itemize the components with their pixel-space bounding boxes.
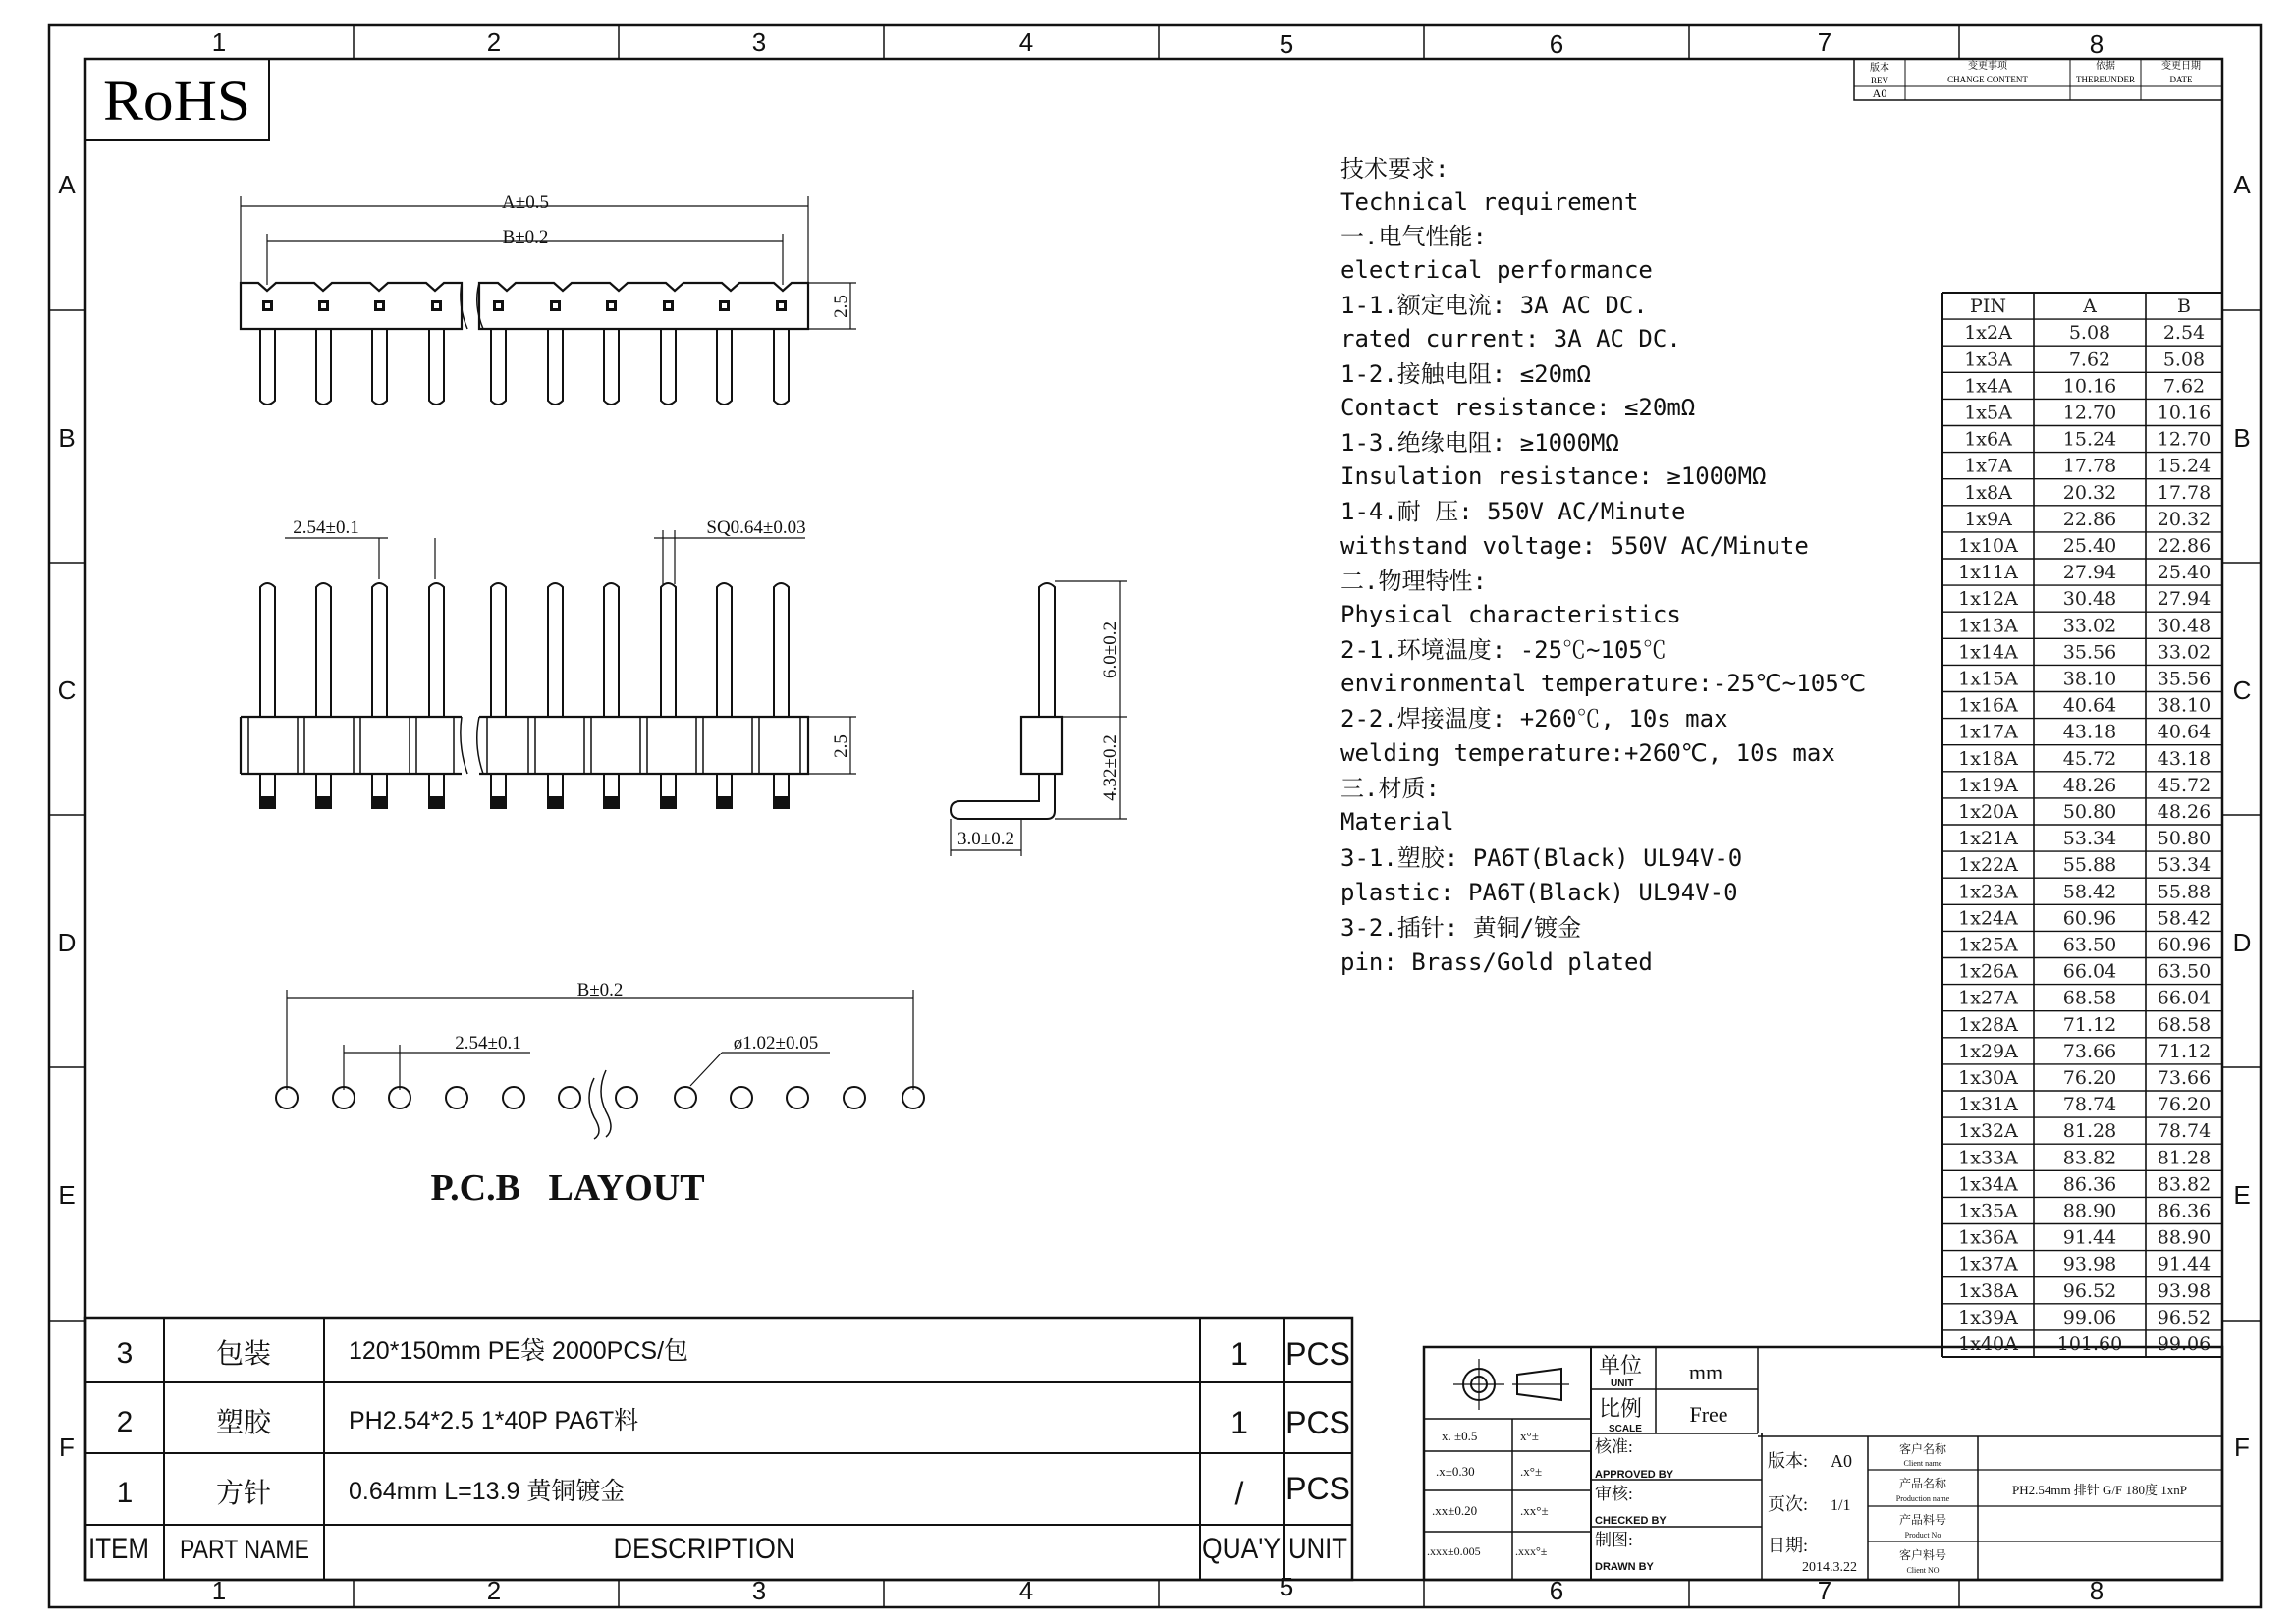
pin-table-cell: 68.58 (2157, 1013, 2212, 1036)
pin-table-cell: 99.06 (2157, 1333, 2212, 1355)
col-label: 1 (211, 1576, 227, 1605)
pin-table-cell: 96.52 (2062, 1279, 2117, 1302)
req-line: 三.材质: (1340, 775, 1440, 802)
pin-table-cell: 78.74 (2157, 1120, 2212, 1143)
bom-desc: PH2.54*2.5 1*40P PA6T料 (349, 1407, 639, 1434)
svg-text:日期:: 日期: (1768, 1536, 1809, 1555)
bom-part: 塑胶 (215, 1408, 272, 1438)
pcb-title: P.C.B LAYOUT (430, 1167, 705, 1209)
date-value: 2014.3.22 (1802, 1560, 1857, 1575)
svg-text:.xx±0.20: .xx±0.20 (1432, 1503, 1478, 1518)
col-label: 4 (1018, 27, 1034, 57)
req-line: 1-1.额定电流: 3A AC DC. (1340, 292, 1648, 319)
svg-text:版本: 版本 (1870, 63, 1889, 74)
col-label: 4 (1018, 1576, 1034, 1605)
svg-text:产品料号: 产品料号 (1898, 1513, 1947, 1527)
pin-table-cell: 15.24 (2157, 455, 2212, 477)
dim-square: SQ0.64±0.03 (706, 517, 806, 538)
svg-text:Production name: Production name (1895, 1494, 1950, 1503)
pin-table-cell: 1x33A (1958, 1147, 2018, 1169)
pin-table-cell: 1x9A (1964, 508, 2012, 530)
bom-header-part: PART NAME (180, 1535, 309, 1564)
req-line: 1-2.接触电阻: ≤20mΩ (1340, 360, 1591, 388)
pin-table-cell: 17.78 (2157, 481, 2212, 504)
pin-table-cell: 81.28 (2157, 1147, 2212, 1169)
req-line: 2-2.焊接温度: +260℃, 10s max (1340, 705, 1728, 732)
pin-table-cell: 43.18 (2157, 747, 2212, 770)
requirements (1340, 155, 1866, 976)
bom-unit: PCS (1285, 1405, 1350, 1440)
dim-a: A±0.5 (502, 192, 549, 213)
rohs-mark (85, 59, 269, 140)
svg-text:CHANGE CONTENT: CHANGE CONTENT (1947, 75, 2028, 84)
req-line: 3-1.塑胶: PA6T(Black) UL94V-0 (1340, 844, 1743, 872)
svg-text:APPROVED BY: APPROVED BY (1595, 1469, 1674, 1481)
col-label: 3 (751, 27, 767, 57)
svg-text:x. ±0.5: x. ±0.5 (1442, 1429, 1478, 1443)
row-label: B (2233, 423, 2251, 453)
pin-table-cell: 96.52 (2157, 1306, 2212, 1328)
col-label: 3 (751, 1576, 767, 1605)
svg-text:.xxx±0.005: .xxx±0.005 (1427, 1544, 1481, 1558)
pin-table-cell: 1x10A (1958, 535, 2018, 557)
dim-pitch: 2.54±0.1 (293, 517, 359, 538)
top-view (241, 196, 856, 405)
col-label: 6 (1549, 1576, 1564, 1605)
pin-table-cell: 5.08 (2162, 349, 2206, 371)
pin-table-cell: 38.10 (2062, 668, 2117, 690)
req-line: Physical characteristics (1340, 601, 1681, 628)
svg-text:DRAWN BY: DRAWN BY (1595, 1561, 1654, 1573)
pin-table-cell: 45.72 (2157, 774, 2212, 796)
bom-part: 方针 (215, 1479, 272, 1509)
pin-table-cell: 1x6A (1964, 428, 2012, 451)
pin-table-cell: 1x32A (1958, 1120, 2018, 1143)
revision-block (1854, 59, 2222, 100)
bom-item: 3 (116, 1337, 134, 1370)
pin-table-cell: 73.66 (2157, 1067, 2212, 1089)
col-label: 2 (486, 1576, 502, 1605)
pin-table-cell: 81.28 (2062, 1120, 2117, 1143)
row-label: B (58, 423, 76, 453)
approved-label: 核准: (1595, 1437, 1633, 1456)
req-line: 2-1.环境温度: -25℃~105℃ (1340, 636, 1667, 664)
svg-text:Client name: Client name (1903, 1459, 1942, 1468)
unit-label: 单位 (1599, 1353, 1643, 1378)
pin-table-cell: 60.96 (2157, 934, 2212, 956)
top-view-labels (502, 192, 851, 318)
req-line: 3-2.插针: 黄铜/镀金 (1340, 914, 1582, 942)
pin-table-cell: 1x22A (1958, 854, 2018, 877)
pin-table-cell: 1x8A (1964, 481, 2012, 504)
svg-text:.x°±: .x°± (1520, 1464, 1543, 1479)
pin-table-cell: 30.48 (2157, 615, 2212, 637)
req-line: electrical performance (1340, 256, 1653, 284)
pin-table-cell: 1x5A (1964, 402, 2012, 424)
pin-table (1942, 293, 2222, 1357)
pin-table-cell: 93.98 (2157, 1279, 2212, 1302)
bom-header-unit: UNIT (1288, 1533, 1347, 1565)
svg-text:Product No: Product No (1904, 1531, 1941, 1540)
pin-table-cell: 93.98 (2062, 1253, 2117, 1275)
col-label: 1 (211, 27, 227, 57)
pin-table-cell: 2.54 (2162, 322, 2206, 345)
product-name: PH2.54mm 排针 G/F 180度 1xnP (2011, 1483, 2188, 1497)
req-line: withstand voltage: 550V AC/Minute (1340, 532, 1809, 560)
req-line: pin: Brass/Gold plated (1340, 948, 1653, 976)
svg-text:变更日期: 变更日期 (2161, 61, 2201, 72)
pin-table-cell: 88.90 (2062, 1200, 2117, 1222)
dim-pcb-pitch: 2.54±0.1 (455, 1033, 521, 1054)
pin-table-cell: 1x15A (1958, 668, 2018, 690)
pin-table-cell: 10.16 (2157, 402, 2212, 424)
pin-table-cell: 53.34 (2157, 854, 2212, 877)
pin-table-cell: 48.26 (2062, 774, 2117, 796)
col-label: 7 (1817, 27, 1832, 57)
pin-table-cell: 27.94 (2157, 588, 2212, 611)
bom-unit: PCS (1285, 1471, 1350, 1506)
version-value: A0 (1831, 1451, 1852, 1471)
dim-pcb-b: B±0.2 (576, 980, 624, 1000)
bom-unit: PCS (1285, 1336, 1350, 1372)
pcb-labels (430, 980, 818, 1209)
req-line: Material (1340, 808, 1454, 836)
svg-text:REV: REV (1871, 76, 1888, 85)
pin-table-cell: 40.64 (2157, 721, 2212, 743)
pin-table-cell: 1x21A (1958, 828, 2018, 850)
pin-table-cell: 27.94 (2062, 562, 2117, 584)
svg-text:产品名称: 产品名称 (1898, 1477, 1947, 1490)
svg-text:RoHS: RoHS (103, 69, 250, 133)
req-line: welding temperature:+260℃, 10s max (1340, 739, 1835, 767)
bom-header-qty: QUA'Y (1202, 1533, 1281, 1565)
col-label: 2 (486, 27, 502, 57)
bom-qty: 1 (1230, 1405, 1248, 1440)
pin-table-cell: 38.10 (2157, 694, 2212, 717)
scale-label: 比例 (1599, 1396, 1643, 1421)
req-line: Insulation resistance: ≥1000MΩ (1340, 462, 1767, 490)
pin-table-cell: 1x39A (1958, 1306, 2018, 1328)
dim-pin-bottom: 4.32±0.2 (1100, 734, 1121, 801)
pin-table-cell: 33.02 (2062, 615, 2117, 637)
pin-table-cell: 43.18 (2062, 721, 2117, 743)
bom-item: 1 (116, 1477, 134, 1509)
pin-table-cell: 40.64 (2062, 694, 2117, 717)
pin-table-cell: 63.50 (2062, 934, 2117, 956)
pin-table-cell: 1x16A (1958, 694, 2018, 717)
front-view-labels (293, 517, 851, 758)
pin-table-cell: 1x25A (1958, 934, 2018, 956)
dim-pin-top: 6.0±0.2 (1100, 622, 1121, 678)
req-line: environmental temperature:-25℃~105℃ (1340, 670, 1866, 697)
row-label: C (57, 676, 77, 705)
row-label: C (2232, 676, 2252, 705)
svg-text:UNIT: UNIT (1611, 1379, 1634, 1389)
pin-table-cell: 76.20 (2062, 1067, 2117, 1089)
pin-table-cell: 1x4A (1964, 375, 2012, 398)
bom-qty: / (1234, 1476, 1244, 1511)
row-label: D (57, 928, 77, 957)
dim-bend: 3.0±0.2 (957, 829, 1014, 849)
req-line: 二.物理特性: (1340, 568, 1487, 595)
svg-text:.xxx°±: .xxx°± (1515, 1544, 1548, 1558)
pin-table-cell: 1x26A (1958, 960, 2018, 983)
svg-text:DATE: DATE (2169, 75, 2193, 84)
bom-desc: 120*150mm PE袋 2000PCS/包 (349, 1337, 689, 1365)
pin-table-cell: 68.58 (2062, 987, 2117, 1009)
req-line: Technical requirement (1340, 189, 1639, 216)
pin-table-cell: 91.44 (2062, 1226, 2117, 1249)
pin-table-cell: 20.32 (2157, 508, 2212, 530)
pin-table-cell: 1x37A (1958, 1253, 2018, 1275)
drawn-label: 制图: (1595, 1531, 1633, 1549)
pin-table-cell: 1x18A (1958, 747, 2018, 770)
pin-table-cell: 10.16 (2062, 375, 2117, 398)
pin-table-cell: 76.20 (2157, 1094, 2212, 1116)
pin-table-cell: 1x40A (1958, 1333, 2018, 1355)
pin-table-cell: 83.82 (2062, 1147, 2117, 1169)
bom-header-desc: DESCRIPTION (613, 1533, 795, 1565)
pin-table-cell: 1x17A (1958, 721, 2018, 743)
pin-table-cell: 1x7A (1964, 455, 2012, 477)
col-label: 5 (1279, 1572, 1294, 1601)
pin-table-cell: 83.82 (2157, 1173, 2212, 1196)
row-label: D (2232, 928, 2252, 957)
pin-table-cell: 7.62 (2068, 349, 2111, 371)
pin-table-cell: 17.78 (2062, 455, 2117, 477)
pin-table-cell: 48.26 (2157, 801, 2212, 823)
row-label: F (2234, 1433, 2250, 1462)
bom-header-item: ITEM (88, 1533, 149, 1565)
pin-table-cell: 73.66 (2062, 1040, 2117, 1062)
pin-table-cell: 50.80 (2062, 801, 2117, 823)
pin-table-cell: 86.36 (2157, 1200, 2212, 1222)
dim-hole: ø1.02±0.05 (733, 1033, 819, 1054)
pin-table-cell: 1x24A (1958, 907, 2018, 930)
col-label: 5 (1279, 29, 1294, 59)
front-view (241, 530, 856, 808)
pin-table-cell: 58.42 (2157, 907, 2212, 930)
pin-table-cell: 99.06 (2062, 1306, 2117, 1328)
pin-table-cell: 63.50 (2157, 960, 2212, 983)
req-line: 1-4.耐 压: 550V AC/Minute (1340, 498, 1686, 525)
pin-table-cell: 22.86 (2157, 535, 2212, 557)
req-line: rated current: 3A AC DC. (1340, 325, 1681, 352)
svg-text:版本:: 版本: (1768, 1451, 1809, 1471)
row-label: E (58, 1180, 76, 1210)
pin-table-cell: 45.72 (2062, 747, 2117, 770)
pin-table-cell: 55.88 (2157, 881, 2212, 903)
pin-table-cell: 22.86 (2062, 508, 2117, 530)
pin-table-cell: 33.02 (2157, 641, 2212, 664)
pin-table-cell: 1x11A (1958, 562, 2018, 584)
pin-table-cell: 53.34 (2062, 828, 2117, 850)
bom-qty: 1 (1230, 1336, 1248, 1372)
pin-table-cell: 1x19A (1958, 774, 2018, 796)
pin-table-cell: 1x3A (1964, 349, 2012, 371)
pin-table-cell: 1x30A (1958, 1067, 2018, 1089)
svg-text:客户名称: 客户名称 (1898, 1442, 1947, 1456)
svg-text:CHECKED BY: CHECKED BY (1595, 1515, 1667, 1527)
projection-symbol-icon (1453, 1359, 1569, 1410)
pin-table-cell: 1x23A (1958, 881, 2018, 903)
col-label: 6 (1549, 29, 1564, 59)
req-line: 1-3.绝缘电阻: ≥1000MΩ (1340, 429, 1619, 457)
pcb-layout (276, 990, 924, 1139)
pin-table-cell: 1x2A (1964, 322, 2012, 345)
pin-table-cell: 66.04 (2062, 960, 2117, 983)
pin-table-cell: 5.08 (2068, 322, 2111, 345)
dim-height: 2.5 (831, 295, 851, 318)
pin-table-cell: 60.96 (2062, 907, 2117, 930)
border-frame (49, 25, 2261, 1607)
pin-table-cell: 25.40 (2157, 562, 2212, 584)
bom-part: 包装 (215, 1339, 272, 1370)
pin-table-cell: 58.42 (2062, 881, 2117, 903)
pin-table-cell: 1x14A (1958, 641, 2018, 664)
col-label: 8 (2089, 29, 2105, 59)
pin-table-cell: 101.60 (2056, 1333, 2123, 1355)
pin-table-cell: 1x27A (1958, 987, 2018, 1009)
unit-value: mm (1688, 1360, 1723, 1384)
dim-height2: 2.5 (831, 734, 851, 758)
revision-value: A0 (1872, 86, 1887, 100)
row-label: A (58, 170, 76, 199)
pin-table-cell: 1x13A (1958, 615, 2018, 637)
pin-table-header: PIN (1970, 296, 2006, 318)
pin-table-cell: 12.70 (2157, 428, 2212, 451)
svg-text:变更事项: 变更事项 (1968, 61, 2007, 72)
pin-table-cell: 1x28A (1958, 1013, 2018, 1036)
col-label: 8 (2089, 1576, 2105, 1605)
pin-table-cell: 71.12 (2157, 1040, 2212, 1062)
pin-table-cell: 35.56 (2157, 668, 2212, 690)
pin-table-cell: 20.32 (2062, 481, 2117, 504)
pin-table-cell: 1x35A (1958, 1200, 2018, 1222)
pin-table-cell: 55.88 (2062, 854, 2117, 877)
pin-table-cell: 88.90 (2157, 1226, 2212, 1249)
pin-table-cell: 30.48 (2062, 588, 2117, 611)
page-value: 1/1 (1831, 1497, 1851, 1514)
frame-labels (58, 27, 2252, 1605)
pin-table-cell: 66.04 (2157, 987, 2212, 1009)
pin-table-cell: 1x31A (1958, 1094, 2018, 1116)
pin-table-cell: 71.12 (2062, 1013, 2117, 1036)
pin-table-cell: 15.24 (2062, 428, 2117, 451)
req-line: 技术要求: (1340, 155, 1449, 183)
pin-table-cell: 25.40 (2062, 535, 2117, 557)
row-label: E (2233, 1180, 2251, 1210)
row-label: A (2233, 170, 2251, 199)
scale-value: Free (1689, 1402, 1728, 1427)
col-label: 7 (1817, 1576, 1832, 1605)
svg-text:SCALE: SCALE (1609, 1424, 1642, 1434)
svg-text:Client NO: Client NO (1906, 1566, 1940, 1575)
pin-table-cell: 50.80 (2157, 828, 2212, 850)
row-label: F (59, 1433, 75, 1462)
pin-table-cell: 7.62 (2162, 375, 2206, 398)
pin-table-cell: 91.44 (2157, 1253, 2212, 1275)
svg-text:THEREUNDER: THEREUNDER (2076, 75, 2135, 84)
bom-item: 2 (116, 1406, 134, 1438)
svg-text:.xx°±: .xx°± (1520, 1503, 1549, 1518)
pin-table-cell: 78.74 (2062, 1094, 2117, 1116)
checked-label: 审核: (1595, 1485, 1633, 1503)
req-line: 一.电气性能: (1340, 223, 1487, 250)
svg-text:x°±: x°± (1520, 1429, 1539, 1443)
svg-text:页次:: 页次: (1768, 1494, 1809, 1514)
pin-table-cell: 1x34A (1958, 1173, 2018, 1196)
svg-text:客户料号: 客户料号 (1898, 1548, 1947, 1562)
pin-table-cell: 1x29A (1958, 1040, 2018, 1062)
dim-b: B±0.2 (502, 227, 549, 247)
bom-desc: 0.64mm L=13.9 黄铜镀金 (349, 1478, 626, 1505)
pin-table-cell: 1x12A (1958, 588, 2018, 611)
req-line: plastic: PA6T(Black) UL94V-0 (1340, 879, 1738, 906)
pin-table-header: A (2083, 296, 2097, 318)
pin-table-cell: 1x38A (1958, 1279, 2018, 1302)
pin-table-cell: 1x20A (1958, 801, 2018, 823)
req-line: Contact resistance: ≤20mΩ (1340, 394, 1696, 421)
pin-table-cell: 1x36A (1958, 1226, 2018, 1249)
svg-text:.x±0.30: .x±0.30 (1436, 1464, 1475, 1479)
pin-table-header: B (2177, 296, 2191, 318)
pin-table-cell: 12.70 (2062, 402, 2117, 424)
pin-table-cell: 86.36 (2062, 1173, 2117, 1196)
pin-table-cell: 35.56 (2062, 641, 2117, 664)
svg-text:依据: 依据 (2096, 61, 2115, 72)
bom-text (88, 1336, 1350, 1565)
